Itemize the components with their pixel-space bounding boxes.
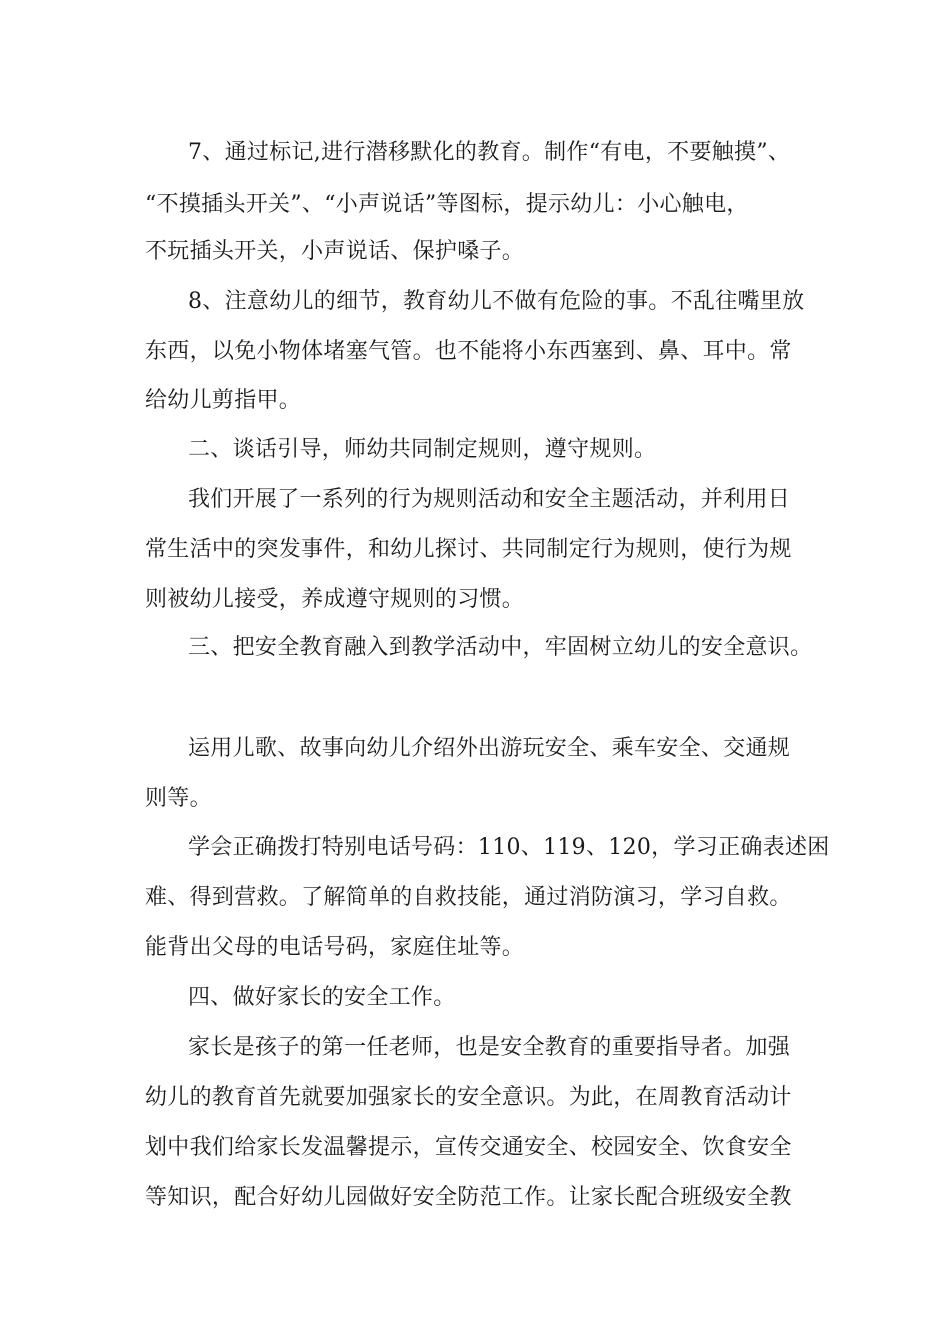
paragraph-line: 则被幼儿接受，养成遵守规则的习惯。	[145, 587, 525, 612]
paragraph-line: 能背出父母的电话号码，家庭住址等。	[145, 935, 525, 960]
paragraph-line: 幼儿的教育首先就要加强家长的安全意识。为此，在周教育活动计	[145, 1085, 792, 1110]
paragraph-line: 家长是孩子的第一任老师，也是安全教育的重要指导者。加强	[188, 1035, 791, 1060]
paragraph-line: “不摸插头开关”、“小声说话”等图标，提示幼儿：小心触电，	[145, 192, 749, 217]
section-heading: 二、谈话引导，师幼共同制定规则，遵守规则。	[188, 437, 657, 462]
paragraph-line: 不玩插头开关，小声说话、保护嗓子。	[145, 239, 525, 264]
paragraph-line: 我们开展了一系列的行为规则活动和安全主题活动，并利用日	[188, 487, 791, 512]
section-heading: 三、把安全教育融入到教学活动中，牢固树立幼儿的安全意识。	[188, 635, 813, 660]
paragraph-line: 8、注意幼儿的细节，教育幼儿不做有危险的事。不乱往嘴里放	[188, 289, 805, 314]
paragraph-line: 学会正确拨打特别电话号码：110、119、120，学习正确表述困	[188, 835, 830, 860]
section-heading: 四、做好家长的安全工作。	[188, 985, 456, 1010]
paragraph-line: 等知识，配合好幼儿园做好安全防范工作。让家长配合班级安全教	[145, 1185, 792, 1210]
paragraph-line: 7、通过标记,进行潜移默化的教育。制作“有电，不要触摸”、	[188, 140, 791, 165]
paragraph-line: 给幼儿剪指甲。	[145, 388, 302, 413]
paragraph-line: 东西，以免小物体堵塞气管。也不能将小东西塞到、鼻、耳中。常	[145, 339, 792, 364]
paragraph-line: 运用儿歌、故事向幼儿介绍外出游玩安全、乘车安全、交通规	[188, 736, 791, 761]
paragraph-line: 划中我们给家长发温馨提示，宣传交通安全、校园安全、饮食安全	[145, 1135, 792, 1160]
paragraph-line: 常生活中的突发事件，和幼儿探讨、共同制定行为规则，使行为规	[145, 537, 792, 562]
paragraph-line: 则等。	[145, 786, 212, 811]
paragraph-line: 难、得到营救。了解简单的自救技能，通过消防演习，学习自救。	[145, 885, 792, 910]
